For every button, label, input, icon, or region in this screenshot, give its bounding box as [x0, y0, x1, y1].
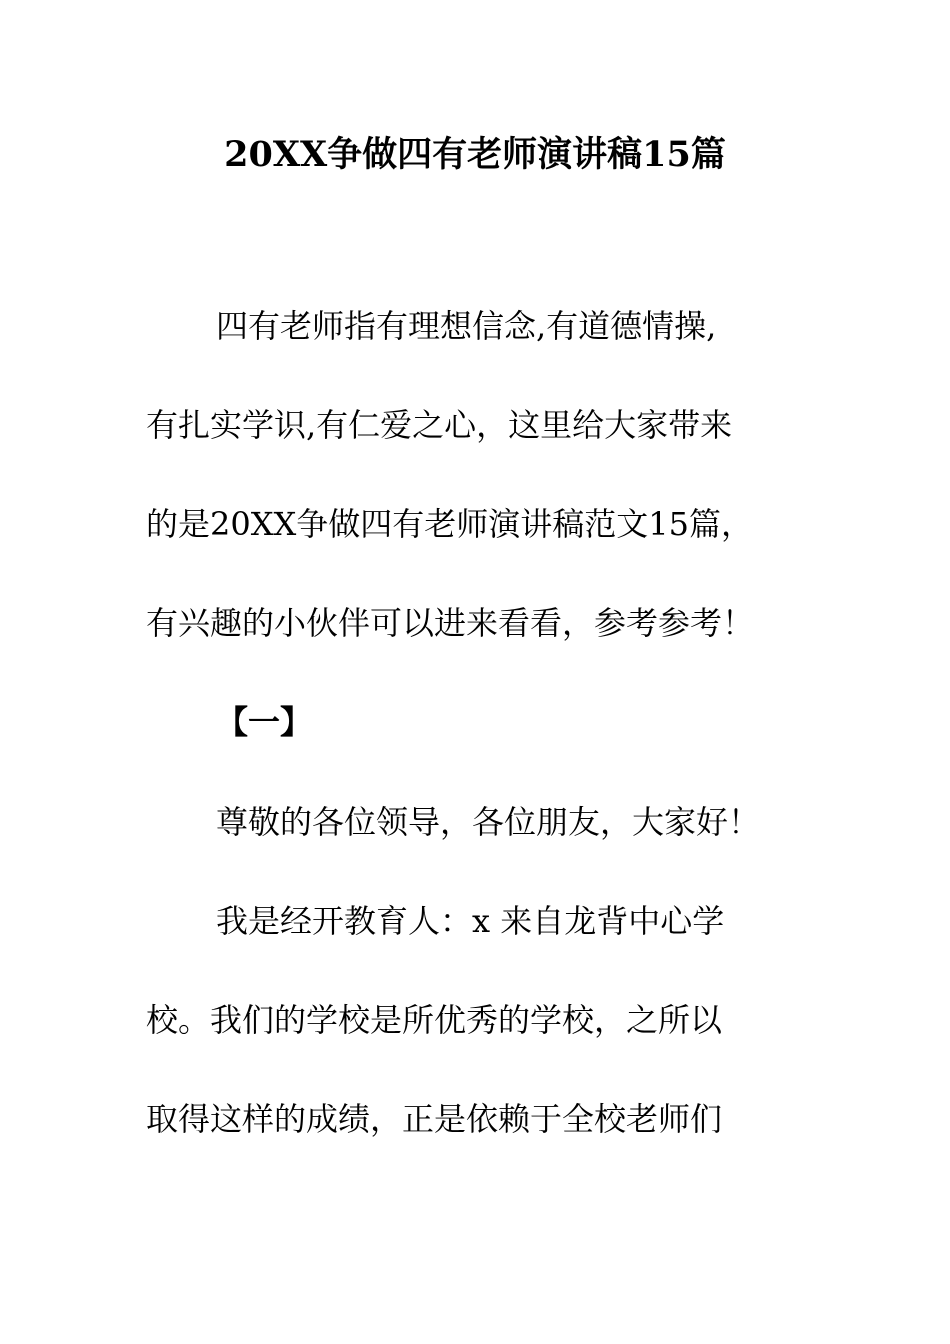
document-title: 20XX争做四有老师演讲稿15篇: [224, 134, 726, 175]
intro-line-2: 有扎实学识,有仁爱之心，这里给大家带来: [146, 406, 733, 444]
intro-line-1: 四有老师指有理想信念,有道德情操,: [216, 307, 717, 345]
body-line-2: 我是经开教育人：x 来自龙背中心学: [216, 902, 725, 940]
intro-line-4: 有兴趣的小伙伴可以进来看看，参考参考！: [146, 604, 755, 642]
body-line-4: 取得这样的成绩，正是依赖于全校老师们: [146, 1100, 723, 1138]
section-marker: 【一】: [216, 703, 313, 741]
body-line-3: 校。我们的学校是所优秀的学校，之所以: [146, 1001, 723, 1039]
intro-line-3: 的是20XX争做四有老师演讲稿范文15篇，: [146, 505, 754, 543]
body-line-1: 尊敬的各位领导，各位朋友，大家好！: [216, 803, 761, 841]
